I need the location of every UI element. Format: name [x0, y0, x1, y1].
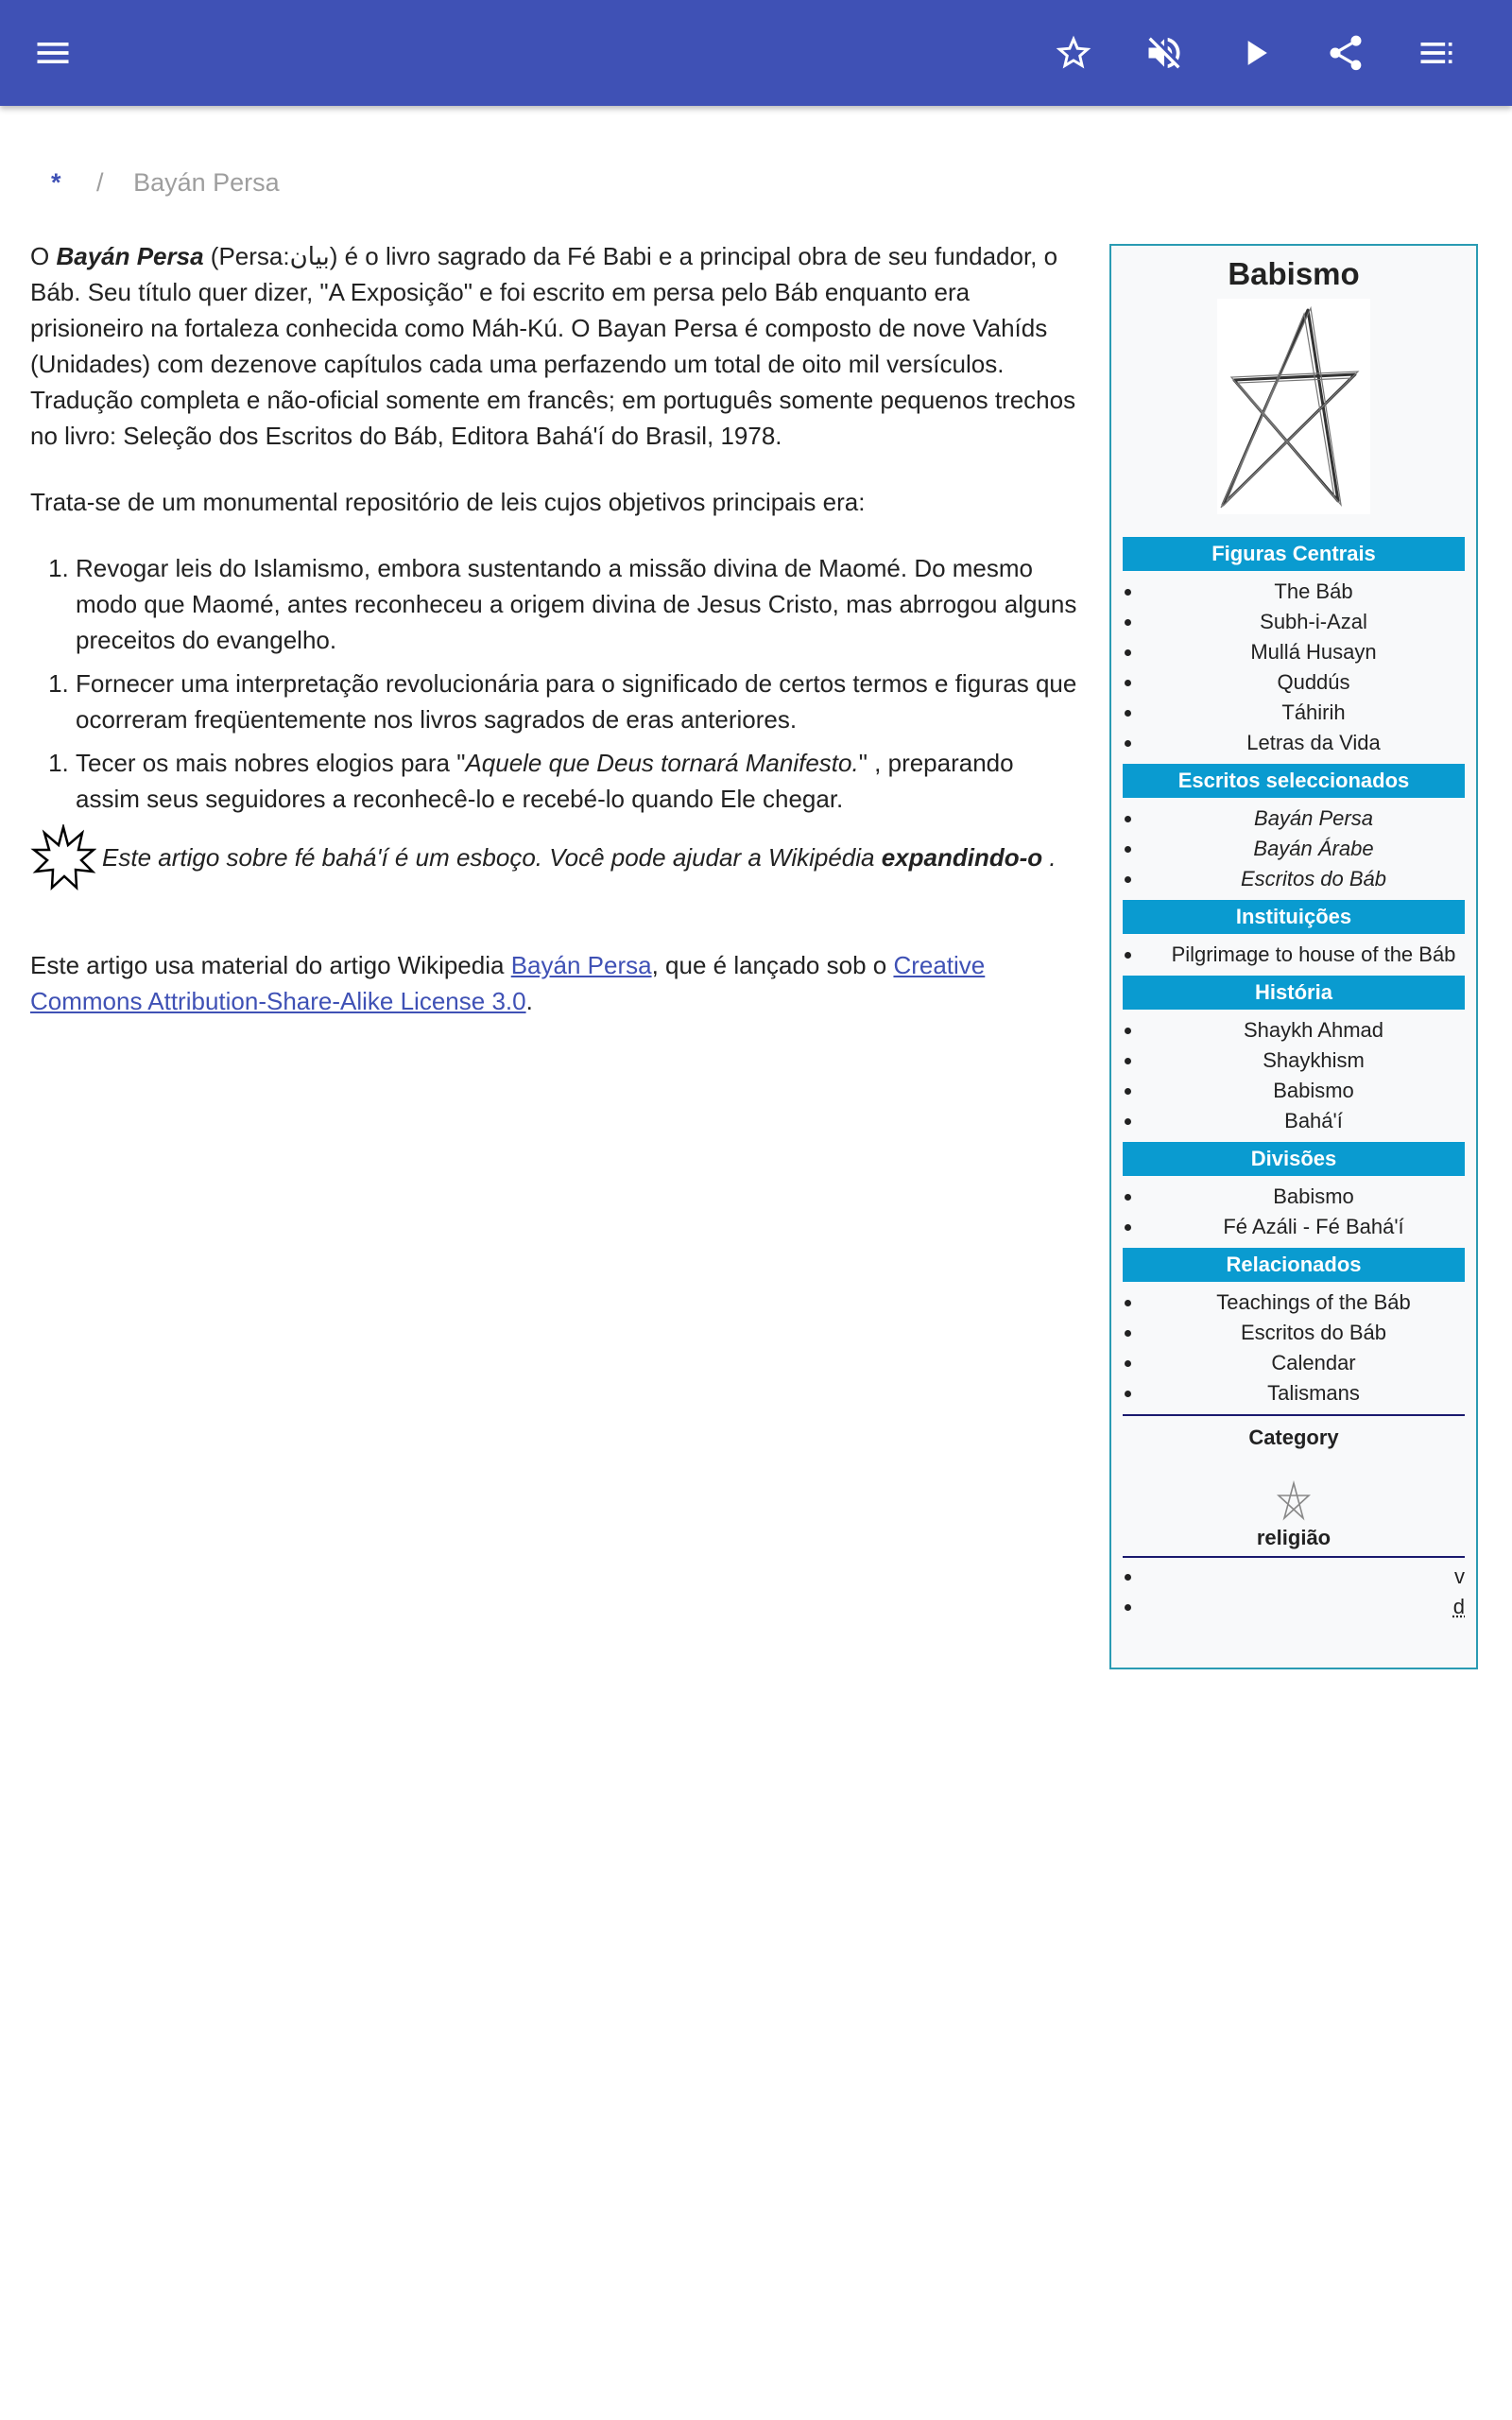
breadcrumb-separator: / — [96, 168, 104, 197]
stub-text-body: Este artigo sobre fé bahá'í é um esboço. Você pode ajudar a Wikipédia — [102, 843, 882, 872]
list-item[interactable]: • Quddús — [1143, 667, 1465, 698]
infobox-divider — [1123, 1556, 1465, 1558]
pentagram-icon[interactable] — [1277, 1480, 1311, 1522]
list-item[interactable]: • Subh-i-Azal — [1143, 607, 1465, 637]
objectives-list-2 — [30, 666, 1083, 737]
objectives-list-3 — [30, 745, 1083, 817]
section-header-divisions: Divisões — [1123, 1142, 1465, 1176]
article-body — [30, 238, 1083, 1049]
breadcrumb — [51, 168, 280, 198]
license-text-mid: , que é lançado sob o — [651, 951, 894, 979]
play-icon — [1234, 32, 1276, 74]
nine-pointed-star-icon — [30, 824, 96, 890]
breadcrumb-home-link[interactable]: * — [51, 168, 61, 197]
intro-rest: ) é o livro sagrado da Fé Babi e a principal obra de seu fundador, o Báb. Seu título quer dizer, "A Exposição" e foi escrito em persa pelo Báb enquanto era prisioneiro na fortaleza conhecida como Máh-Kú. O Bayan Persa é composto de nove Vahíds (Unidades) com dezenove capítulos cada uma perfazendo um total de oito mil versículos. Tradução completa e não-oficial somente em francês; em português somente pequenos trechos no livro: Seleção dos Escritos do Báb, Editora Bahá'í do Brasil, 1978. — [30, 242, 1076, 450]
list-item[interactable]: • Calendar — [1143, 1348, 1465, 1378]
list-item[interactable]: • Fé Azáli - Fé Bahá'í — [1143, 1212, 1465, 1242]
list-item[interactable]: • Bayán Persa — [1143, 804, 1465, 834]
infobox — [1109, 244, 1478, 1669]
objectives-list-1 — [30, 550, 1083, 658]
playlist-icon — [1416, 32, 1457, 74]
infobox-title: Babismo — [1228, 256, 1360, 291]
stub-text — [102, 839, 1057, 875]
central-figures-list — [1123, 577, 1465, 758]
volume-off-icon — [1143, 32, 1185, 74]
category-heading: Category — [1248, 1426, 1339, 1449]
list-item — [76, 745, 1083, 817]
list-item[interactable]: • Babismo — [1143, 1182, 1465, 1212]
section-header-history: História — [1123, 976, 1465, 1010]
list-item — [1143, 1592, 1465, 1622]
favorite-button[interactable] — [1043, 23, 1104, 83]
list-item[interactable]: • Letras da Vida — [1143, 728, 1465, 758]
list-item[interactable]: • Shaykhism — [1143, 1046, 1465, 1076]
contents-button[interactable] — [1406, 23, 1467, 83]
license-text-end: . — [525, 987, 533, 1015]
play-button[interactable] — [1225, 23, 1285, 83]
breadcrumb-current: Bayán Persa — [133, 168, 280, 197]
related-list — [1123, 1288, 1465, 1409]
list-item[interactable]: • Bahá'í — [1143, 1106, 1465, 1136]
list-italic: Aquele que Deus tornará Manifesto. — [465, 749, 859, 777]
list-item[interactable]: • Teachings of the Báb — [1143, 1288, 1465, 1318]
list-text: Tecer os mais nobres elogios para " — [76, 749, 466, 777]
expand-link[interactable]: expandindo-o — [881, 843, 1043, 872]
stub-text-end: . — [1042, 843, 1057, 872]
list-item[interactable]: • The Báb — [1143, 577, 1465, 607]
menu-button[interactable] — [23, 23, 83, 83]
intro-paragraph — [30, 238, 1083, 454]
writings-list — [1123, 804, 1465, 894]
persian-term: بیان — [289, 242, 330, 270]
share-icon — [1325, 32, 1366, 74]
list-item — [1143, 1562, 1465, 1592]
section-header-central-figures: Figuras Centrais — [1123, 537, 1465, 571]
mute-button[interactable] — [1134, 23, 1194, 83]
divisions-list — [1123, 1182, 1465, 1242]
list-item[interactable]: • Escritos do Báb — [1143, 864, 1465, 894]
objectives-paragraph: Trata-se de um monumental repositório de leis cujos objetivos principais era: — [30, 488, 866, 516]
license-notice — [30, 947, 1083, 1019]
list-item: 1. Fornecer uma interpretação revolucionária para o significado de certos termos e figuras que ocorreram freqüentemente nos livros sagrados de eras anteriores. — [76, 666, 1083, 737]
share-button[interactable] — [1315, 23, 1376, 83]
category-label[interactable]: religião — [1256, 1526, 1332, 1549]
license-link[interactable]: Creative Commons Attribution-Share-Alike License 3.0 — [30, 951, 986, 1015]
list-item[interactable]: • Pilgrimage to house of the Báb — [1143, 940, 1465, 970]
menu-icon — [32, 32, 74, 74]
app-bar — [0, 0, 1512, 106]
list-item[interactable]: • Babismo — [1143, 1076, 1465, 1106]
list-item[interactable]: • Táhirih — [1143, 698, 1465, 728]
discuss-link[interactable]: • d — [1452, 1595, 1465, 1618]
license-text: Este artigo usa material do artigo Wikipedia — [30, 951, 511, 979]
view-link[interactable]: • v — [1454, 1564, 1465, 1588]
list-item: 1. Revogar leis do Islamismo, embora sustentando a missão divina de Maomé. Do mesmo modo que Maomé, antes reconheceu a origem divina de Jesus Cristo, mas abrrogou alguns preceitos do evangelho. — [76, 550, 1083, 658]
list-item[interactable]: • Shaykh Ahmad — [1143, 1015, 1465, 1046]
star-outline-icon — [1053, 32, 1094, 74]
list-item[interactable]: • Bayán Árabe — [1143, 834, 1465, 864]
infobox-divider — [1123, 1414, 1465, 1416]
intro-text: O — [30, 242, 57, 270]
section-header-institutions: Instituições — [1123, 900, 1465, 934]
history-list — [1123, 1015, 1465, 1136]
navbox-links — [1123, 1562, 1465, 1622]
infobox-image — [1217, 299, 1370, 514]
list-item[interactable]: • Escritos do Báb — [1143, 1318, 1465, 1348]
source-article-link[interactable]: Bayán Persa — [510, 951, 652, 979]
pentagram-image — [1217, 299, 1370, 514]
list-item[interactable]: • Mullá Husayn — [1143, 637, 1465, 667]
stub-notice — [30, 824, 1083, 890]
intro-lang: (Persa: — [203, 242, 290, 270]
institutions-list — [1123, 940, 1465, 970]
section-header-writings: Escritos seleccionados — [1123, 764, 1465, 798]
list-item[interactable]: • Talismans — [1143, 1378, 1465, 1409]
article-title-term: Bayán Persa — [56, 242, 204, 270]
section-header-related: Relacionados — [1123, 1248, 1465, 1282]
list-text-end: " , preparando assim seus seguidores a reconhecê-lo e recebé-lo quando Ele chegar. — [76, 749, 1014, 813]
